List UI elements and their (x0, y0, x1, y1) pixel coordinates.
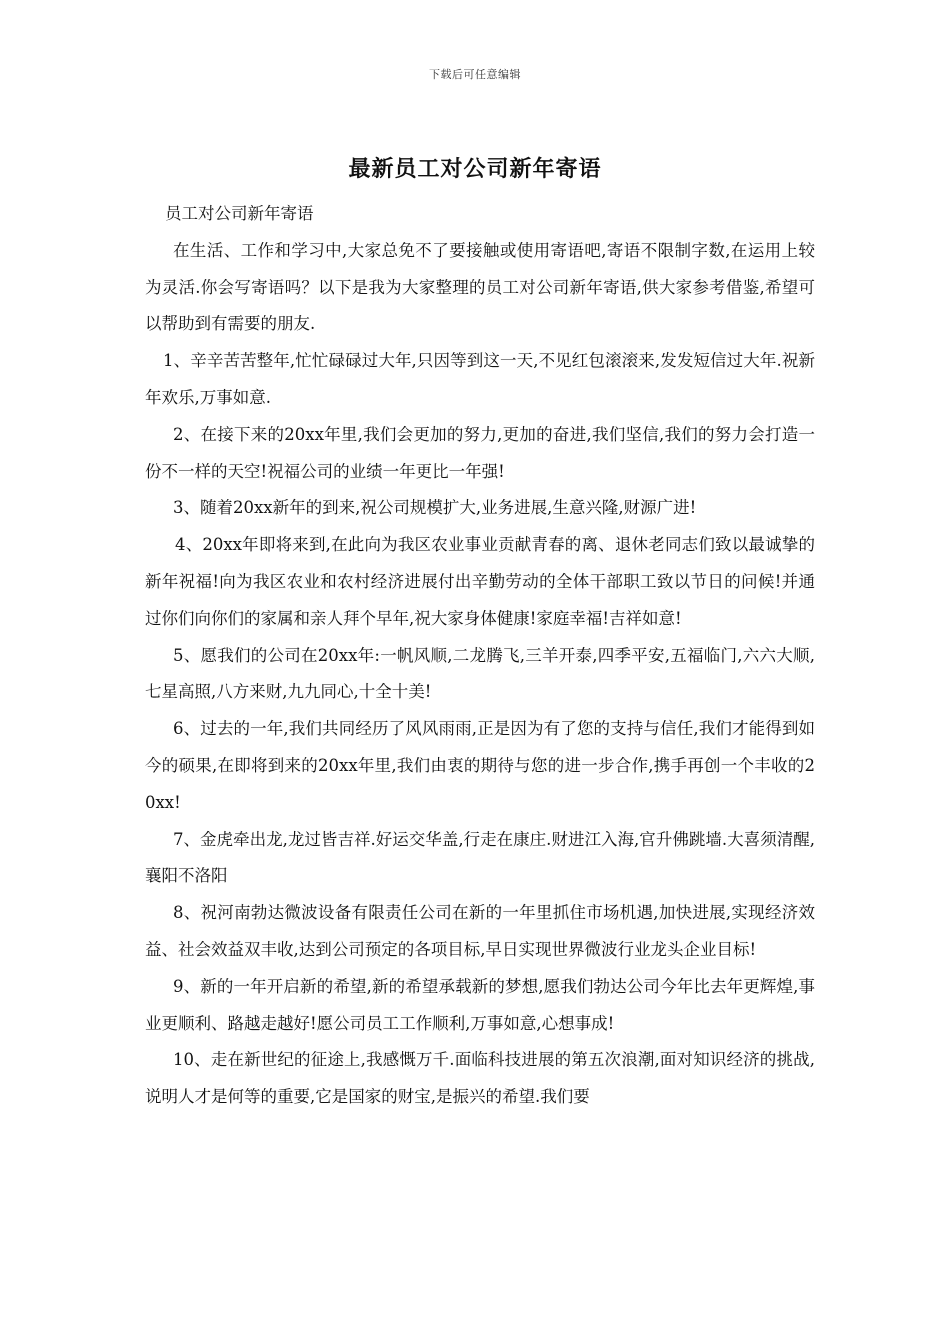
header-note: 下载后可任意编辑 (429, 68, 521, 81)
list-item: 3、随着20xx新年的到来,祝公司规模扩大,业务进展,生意兴隆,财源广进! (173, 498, 697, 518)
page-title: 最新员工对公司新年寄语 (348, 156, 602, 182)
list-item: 2、在接下来的20xx年里,我们会更加的努力,更加的奋进,我们坚信,我们的努力会打造一份不一样的天空!祝福公司的业绩一年更比一年强! (145, 424, 815, 481)
list-item: 4、20xx年即将来到,在此向为我区农业事业贡献青春的离、退休老同志们致以最诚挚的新年祝福!向为我区农业和农村经济进展付出辛勤劳动的全体干部职工致以节日的问候!并通过你们向你们的家属和亲人拜个早年,祝大家身体健康!家庭幸福!吉祥如意! (145, 535, 815, 628)
intro-paragraph: 在生活、工作和学习中,大家总免不了要接触或使用寄语吧,寄语不限制字数,在运用上较为灵活.你会写寄语吗？以下是我为大家整理的员工对公司新年寄语,供大家参考借鉴,希望可以帮助到有需要的朋友. (145, 240, 815, 334)
list-item: 9、新的一年开启新的希望,新的希望承载新的梦想,愿我们勃达公司今年比去年更辉煌,事业更顺利、路越走越好!愿公司员工工作顺利,万事如意,心想事成! (145, 976, 815, 1033)
document-subtitle: 员工对公司新年寄语 (165, 204, 314, 223)
list-item: 10、走在新世纪的征途上,我感慨万千.面临科技进展的第五次浪潮,面对知识经济的挑战,说明人才是何等的重要,它是国家的财宝,是振兴的希望.我们要 (145, 1050, 815, 1107)
document-body (145, 196, 815, 1116)
list-item: 6、过去的一年,我们共同经历了风风雨雨,正是因为有了您的支持与信任,我们才能得到如今的硕果,在即将到来的20xx年里,我们由衷的期待与您的进一步合作,携手再创一个丰收的20xx! (145, 719, 815, 812)
list-item: 5、愿我们的公司在20xx年:一帆风顺,二龙腾飞,三羊开泰,四季平安,五福临门,六六大顺,七星高照,八方来财,九九同心,十全十美! (145, 645, 815, 702)
list-item: 7、金虎牵出龙,龙过皆吉祥.好运交华盖,行走在康庄.财进江入海,官升佛跳墙.大喜须清醒,襄阳不洛阳 (145, 829, 815, 886)
list-item: 1、辛辛苦苦整年,忙忙碌碌过大年,只因等到这一天,不见红包滚滚来,发发短信过大年.祝新年欢乐,万事如意. (145, 351, 815, 407)
list-item: 8、祝河南勃达微波设备有限责任公司在新的一年里抓住市场机遇,加快进展,实现经济效益、社会效益双丰收,达到公司预定的各项目标,早日实现世界微波行业龙头企业目标! (145, 903, 815, 959)
